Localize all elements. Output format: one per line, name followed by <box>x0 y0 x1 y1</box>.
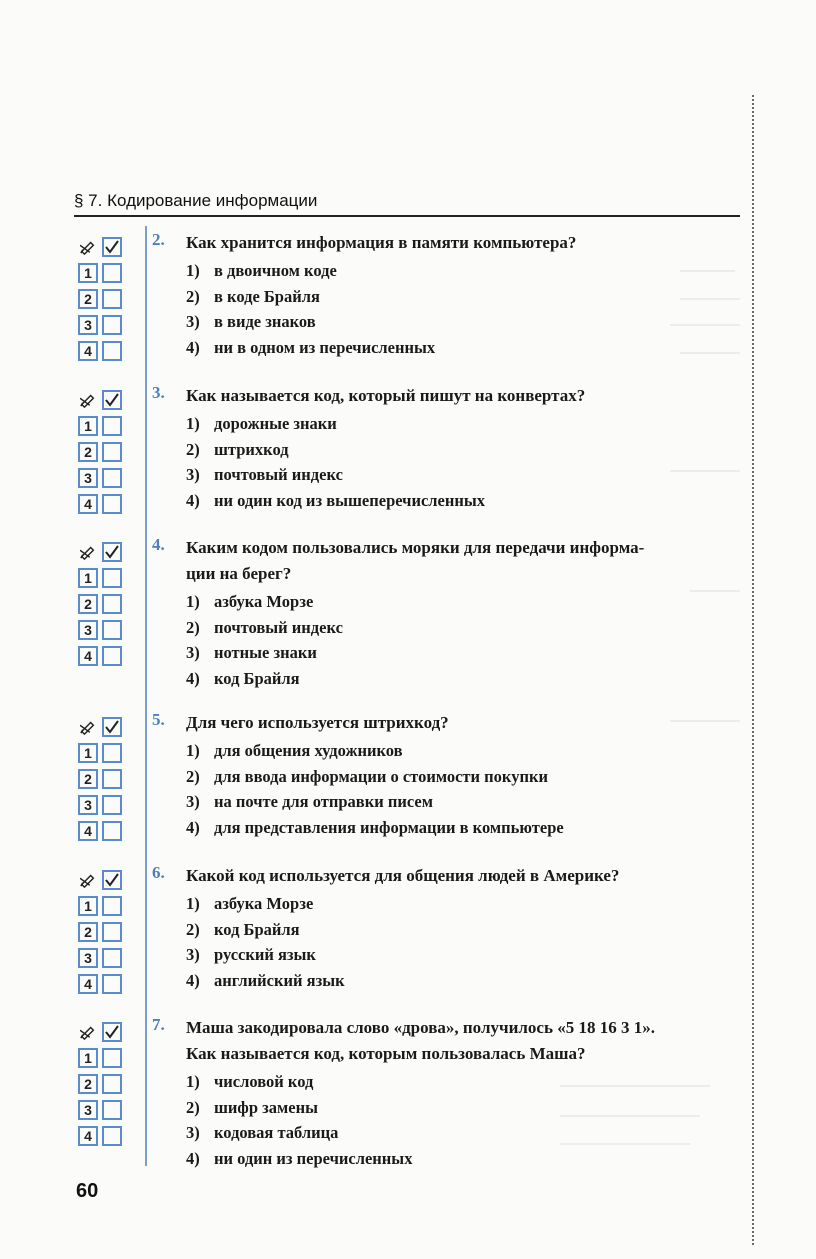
option-number: 1) <box>186 414 200 433</box>
answer-option <box>186 764 564 790</box>
option-text: штрихкод <box>214 439 289 459</box>
option-number: 1) <box>186 261 200 280</box>
option-text: для общения художников <box>214 741 403 760</box>
answer-checkbox[interactable] <box>102 769 122 789</box>
answer-number-box <box>78 896 98 916</box>
question-text-line: Как называется код, который пишут на конвертах? <box>186 386 586 405</box>
answer-checkbox[interactable] <box>102 1100 122 1120</box>
answer-options <box>186 411 485 513</box>
answer-number-label: 4 <box>84 648 92 664</box>
checkmark-icon <box>102 1022 122 1042</box>
question-text <box>186 863 752 889</box>
answer-option <box>186 815 564 841</box>
answer-checkbox[interactable] <box>102 896 122 916</box>
question-number: 3. <box>152 383 165 402</box>
answer-number-label: 2 <box>84 771 92 787</box>
answer-number-box <box>78 922 98 942</box>
answer-number-box <box>78 416 98 436</box>
answer-option <box>186 968 345 994</box>
option-number: 3) <box>186 792 200 811</box>
option-number: 4) <box>186 490 200 510</box>
answer-number-label: 4 <box>84 823 92 839</box>
option-number: 2) <box>186 286 200 306</box>
answer-number-box <box>78 289 98 309</box>
question-text <box>186 383 752 409</box>
question-text-line: Каким кодом пользовались моряки для передачи информа- <box>186 538 645 557</box>
answer-number-box <box>78 769 98 789</box>
option-number: 4) <box>186 337 200 357</box>
answer-number-label: 1 <box>84 745 92 761</box>
answer-boxes <box>78 717 128 847</box>
answer-option <box>186 917 345 943</box>
question-number: 2. <box>152 230 165 249</box>
answer-number-label: 2 <box>84 924 92 940</box>
answer-checkbox[interactable] <box>102 468 122 488</box>
option-text: русский язык <box>214 945 316 964</box>
answer-checkbox[interactable] <box>102 289 122 309</box>
answer-number-label: 4 <box>84 976 92 992</box>
answer-number-box <box>78 1048 98 1068</box>
option-text: ни один код из вышеперечисленных <box>214 490 486 510</box>
checkmark-icon <box>102 542 122 562</box>
question-text-line: Как называется код, которым пользовалась Маша? <box>186 1044 586 1063</box>
answer-checkbox[interactable] <box>102 743 122 763</box>
answer-number-label: 3 <box>84 950 92 966</box>
answer-option <box>186 437 485 463</box>
answer-option <box>186 1146 412 1172</box>
pencil-icon <box>78 237 98 257</box>
option-number: 2) <box>186 617 200 637</box>
answer-boxes <box>78 1022 128 1152</box>
option-text: английский язык <box>214 970 345 990</box>
answer-checkbox[interactable] <box>102 568 122 588</box>
answer-number-label: 3 <box>84 622 92 638</box>
show-through-mark <box>560 1143 690 1145</box>
option-text: для представления информации в компьютере <box>214 817 564 837</box>
show-through-mark <box>680 270 735 272</box>
answer-option <box>186 335 435 361</box>
answer-checkbox[interactable] <box>102 795 122 815</box>
question-text-line: Маша закодировала слово «дрова», получилось «5 18 16 3 1». <box>186 1018 655 1037</box>
answer-option <box>186 462 485 488</box>
margin-rule <box>145 226 147 1166</box>
answer-option <box>186 589 343 615</box>
option-text: нотные знаки <box>214 643 317 662</box>
option-number: 4) <box>186 668 200 688</box>
question-text <box>186 710 752 736</box>
checkmark-icon <box>102 390 122 410</box>
answer-number-box <box>78 341 98 361</box>
answer-checkbox[interactable] <box>102 594 122 614</box>
show-through-mark <box>680 352 740 354</box>
answer-number-label: 2 <box>84 1076 92 1092</box>
question-number: 6. <box>152 863 165 882</box>
question-text-line: ции на берег? <box>186 564 292 583</box>
option-text: почтовый индекс <box>214 617 343 637</box>
option-number: 1) <box>186 741 200 760</box>
option-number: 3) <box>186 465 200 484</box>
option-text: код Брайля <box>214 668 300 688</box>
option-number: 1) <box>186 894 200 913</box>
answer-number-label: 1 <box>84 898 92 914</box>
pencil-icon <box>78 542 98 562</box>
answer-options <box>186 738 564 840</box>
cut-dotted-line <box>752 95 754 1245</box>
question-text <box>186 1015 752 1067</box>
answer-option <box>186 488 485 514</box>
option-number: 1) <box>186 592 200 611</box>
answer-options <box>186 1069 412 1171</box>
option-number: 2) <box>186 919 200 939</box>
option-text: в коде Брайля <box>214 286 320 306</box>
pencil-icon <box>78 390 98 410</box>
answer-checkbox[interactable] <box>102 341 122 361</box>
answer-boxes <box>78 542 128 672</box>
answer-number-label: 3 <box>84 1102 92 1118</box>
answer-number-box <box>78 468 98 488</box>
answer-number-box <box>78 743 98 763</box>
show-through-mark <box>560 1115 700 1117</box>
answer-option <box>186 284 435 310</box>
option-text: ни один из перечисленных <box>214 1148 413 1168</box>
answer-number-box <box>78 821 98 841</box>
page-number: 60 <box>76 1180 99 1202</box>
question-number: 4. <box>152 535 165 554</box>
answer-option <box>186 1120 412 1146</box>
option-text: почтовый индекс <box>214 465 343 484</box>
option-number: 4) <box>186 1148 200 1168</box>
option-number: 4) <box>186 817 200 837</box>
answer-option <box>186 942 345 968</box>
checkmark-icon <box>102 717 122 737</box>
answer-number-label: 4 <box>84 1128 92 1144</box>
option-text: код Брайля <box>214 919 300 939</box>
answer-options <box>186 589 343 691</box>
answer-option <box>186 258 435 284</box>
answer-number-label: 1 <box>84 1050 92 1066</box>
answer-number-label: 3 <box>84 470 92 486</box>
answer-checkbox[interactable] <box>102 620 122 640</box>
question-number: 7. <box>152 1015 165 1034</box>
answer-number-label: 2 <box>84 444 92 460</box>
answer-option <box>186 1069 412 1095</box>
answer-option <box>186 640 343 666</box>
section-header <box>74 191 740 217</box>
answer-checkbox[interactable] <box>102 974 122 994</box>
answer-number-box <box>78 620 98 640</box>
answer-number-label: 3 <box>84 797 92 813</box>
option-text: в двоичном коде <box>214 261 337 280</box>
answer-number-label: 2 <box>84 291 92 307</box>
question-number: 5. <box>152 710 165 729</box>
section-title: § 7. Кодирование информации <box>74 191 318 210</box>
show-through-mark <box>690 590 740 592</box>
answer-checkbox[interactable] <box>102 1048 122 1068</box>
show-through-mark <box>560 1085 710 1087</box>
option-number: 4) <box>186 970 200 990</box>
option-text: шифр замены <box>214 1097 318 1117</box>
answer-number-label: 1 <box>84 265 92 281</box>
answer-number-box <box>78 974 98 994</box>
answer-checkbox[interactable] <box>102 416 122 436</box>
answer-boxes <box>78 390 128 520</box>
answer-number-label: 1 <box>84 570 92 586</box>
option-text: дорожные знаки <box>214 414 337 433</box>
show-through-mark <box>670 324 740 326</box>
answer-checkbox[interactable] <box>102 646 122 666</box>
pencil-icon <box>78 717 98 737</box>
answer-number-label: 4 <box>84 496 92 512</box>
answer-option <box>186 738 564 764</box>
answer-number-box <box>78 315 98 335</box>
option-text: кодовая таблица <box>214 1123 339 1142</box>
answer-number-box <box>78 1126 98 1146</box>
answer-option <box>186 615 343 641</box>
checkmark-icon <box>102 237 122 257</box>
show-through-mark <box>670 470 740 472</box>
answer-options <box>186 258 435 360</box>
answer-number-box <box>78 494 98 514</box>
option-number: 1) <box>186 1072 200 1091</box>
answer-boxes <box>78 237 128 367</box>
option-text: для ввода информации о стоимости покупки <box>214 766 548 786</box>
answer-checkbox[interactable] <box>102 821 122 841</box>
answer-number-box <box>78 1100 98 1120</box>
question-text-line: Как хранится информация в памяти компьютера? <box>186 233 577 252</box>
option-number: 2) <box>186 439 200 459</box>
question-text <box>186 230 752 256</box>
pencil-icon <box>78 1022 98 1042</box>
answer-number-box <box>78 948 98 968</box>
answer-number-box <box>78 1074 98 1094</box>
answer-number-label: 1 <box>84 418 92 434</box>
option-number: 2) <box>186 766 200 786</box>
option-text: на почте для отправки писем <box>214 792 433 811</box>
option-text: азбука Морзе <box>214 894 314 913</box>
answer-checkbox[interactable] <box>102 1126 122 1146</box>
answer-option <box>186 1095 412 1121</box>
answer-checkbox[interactable] <box>102 263 122 283</box>
answer-option <box>186 411 485 437</box>
answer-number-label: 3 <box>84 317 92 333</box>
answer-number-box <box>78 568 98 588</box>
answer-option <box>186 666 343 692</box>
question-text <box>186 535 752 587</box>
option-number: 3) <box>186 643 200 662</box>
answer-number-box <box>78 263 98 283</box>
answer-number-box <box>78 795 98 815</box>
answer-option <box>186 891 345 917</box>
answer-options <box>186 891 345 993</box>
answer-number-label: 2 <box>84 596 92 612</box>
answer-option <box>186 789 564 815</box>
answer-checkbox[interactable] <box>102 442 122 462</box>
answer-boxes <box>78 870 128 1000</box>
pencil-icon <box>78 870 98 890</box>
answer-checkbox[interactable] <box>102 494 122 514</box>
question-text-line: Какой код используется для общения людей в Америке? <box>186 866 620 885</box>
option-text: числовой код <box>214 1072 314 1091</box>
answer-number-box <box>78 646 98 666</box>
checkmark-icon <box>102 870 122 890</box>
answer-checkbox[interactable] <box>102 948 122 968</box>
answer-checkbox[interactable] <box>102 1074 122 1094</box>
option-number: 3) <box>186 1123 200 1142</box>
question-text-line: Для чего используется штрихкод? <box>186 713 449 732</box>
answer-number-box <box>78 594 98 614</box>
answer-number-label: 4 <box>84 343 92 359</box>
option-number: 3) <box>186 945 200 964</box>
answer-number-box <box>78 442 98 462</box>
answer-option <box>186 309 435 335</box>
option-text: ни в одном из перечисленных <box>214 337 436 357</box>
show-through-mark <box>680 298 740 300</box>
option-text: азбука Морзе <box>214 592 314 611</box>
option-number: 2) <box>186 1097 200 1117</box>
option-text: в виде знаков <box>214 312 316 331</box>
answer-checkbox[interactable] <box>102 315 122 335</box>
option-number: 3) <box>186 312 200 331</box>
answer-checkbox[interactable] <box>102 922 122 942</box>
